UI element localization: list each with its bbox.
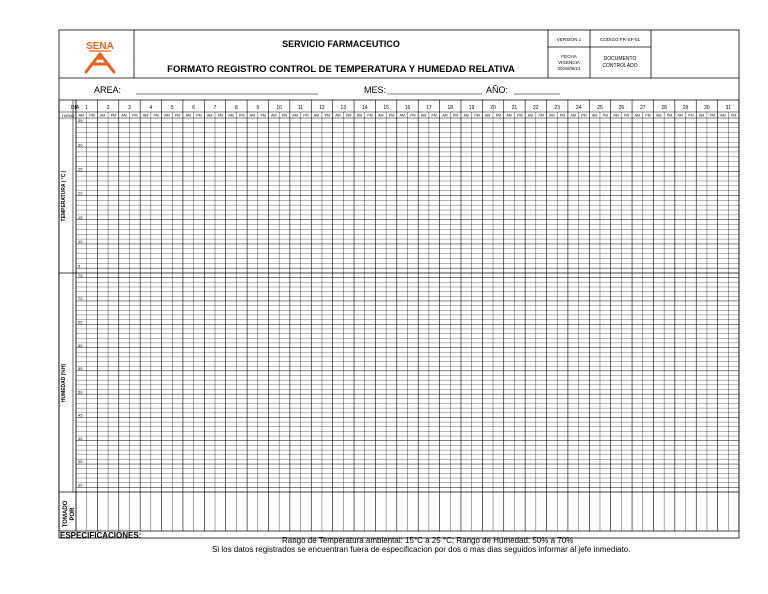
day-number: 6 bbox=[192, 105, 196, 111]
temperature-tick: 30 bbox=[78, 142, 83, 148]
document-label-2: CONTROLADO bbox=[602, 63, 638, 69]
shift-label-cell: AM bbox=[206, 113, 213, 118]
form-title: SERVICIO FARMACEUTICO bbox=[282, 39, 400, 49]
day-number: 13 bbox=[340, 105, 347, 111]
shift-label-cell: AM bbox=[164, 113, 170, 118]
shift-label-cell: PM bbox=[367, 113, 373, 118]
version-label: VERSION 1 bbox=[556, 37, 582, 42]
shift-label-cell: PM bbox=[388, 113, 395, 118]
day-number: 8 bbox=[235, 105, 238, 111]
day-label: DIA bbox=[70, 105, 80, 111]
shift-label-cell: AM bbox=[549, 113, 555, 118]
day-number: 7 bbox=[213, 105, 217, 111]
shift-label-cell: AM bbox=[613, 113, 619, 118]
shift-label-cell: PM bbox=[260, 113, 266, 118]
shift-label-cell: AM bbox=[121, 113, 127, 118]
shift-label-cell: PM bbox=[132, 113, 138, 118]
temperature-tick: 20 bbox=[78, 190, 83, 196]
shift-label-cell: PM bbox=[559, 113, 566, 118]
shift-label-cell: AM bbox=[420, 113, 427, 118]
humidity-tick: 30 bbox=[78, 482, 83, 488]
humidity-tick: 60 bbox=[78, 342, 83, 348]
area-label: AREA: bbox=[94, 85, 122, 95]
shift-label-cell: AM bbox=[463, 113, 470, 118]
shift-label-cell: PM bbox=[89, 113, 95, 118]
shift-label-cell: PM bbox=[196, 113, 202, 118]
shift-label-cell: PM bbox=[345, 113, 352, 118]
shift-label-cell: AM bbox=[698, 113, 705, 118]
day-number: 23 bbox=[554, 105, 560, 111]
day-number: 29 bbox=[682, 105, 689, 111]
shift-label-cell: AM bbox=[570, 113, 576, 118]
taken-by-label-2: POR bbox=[70, 507, 76, 521]
day-number: 15 bbox=[383, 105, 389, 111]
humidity-axis-label: HUMEDAD (%H) bbox=[61, 363, 67, 403]
shift-label-cell: PM bbox=[239, 113, 245, 118]
day-number: 3 bbox=[128, 105, 131, 111]
code-label: CODIGO FR-SF-01 bbox=[599, 37, 641, 42]
shift-label-cell: PM bbox=[174, 113, 181, 118]
day-number: 22 bbox=[533, 105, 539, 111]
day-number: 30 bbox=[704, 105, 710, 111]
day-number: 10 bbox=[276, 105, 282, 111]
shift-label-cell: AM bbox=[100, 113, 106, 118]
shift-label-cell: PM bbox=[410, 113, 416, 118]
shift-label-cell: PM bbox=[730, 113, 737, 118]
shift-label-cell: AM bbox=[677, 113, 683, 118]
shift-label-cell: AM bbox=[720, 113, 726, 118]
record-grid bbox=[59, 100, 739, 531]
shift-label-cell: AM bbox=[335, 113, 341, 118]
shift-label-cell: AM bbox=[185, 113, 191, 118]
day-number: 11 bbox=[297, 105, 304, 111]
day-number: 19 bbox=[468, 105, 475, 111]
shift-label-cell: PM bbox=[581, 113, 587, 118]
shift-label-cell: AM bbox=[656, 113, 662, 118]
form-subtitle: FORMATO REGISTRO CONTROL DE TEMPERATURA Y HUMEDAD RELATIVA bbox=[167, 64, 515, 75]
shift-label-cell: AM bbox=[313, 113, 320, 118]
day-number: 31 bbox=[725, 105, 732, 111]
shift-label-cell: AM bbox=[142, 113, 149, 118]
shift-label-cell: AM bbox=[485, 113, 491, 118]
shift-label-cell: PM bbox=[624, 113, 630, 118]
shift-label-cell: PM bbox=[474, 113, 480, 118]
day-number: 20 bbox=[490, 105, 496, 111]
form-border bbox=[59, 30, 739, 538]
day-number: 2 bbox=[106, 105, 110, 111]
day-number: 12 bbox=[319, 105, 325, 111]
shift-label-cell: PM bbox=[602, 113, 609, 118]
validity-label-2: VIGENCIA bbox=[558, 60, 580, 65]
day-number: 26 bbox=[618, 105, 625, 111]
spec-title: ESPECIFICACIONES: bbox=[60, 531, 142, 540]
shift-label-cell: PM bbox=[709, 113, 715, 118]
shift-label-cell: AM bbox=[527, 113, 534, 118]
validity-label-1: FECHA bbox=[561, 54, 577, 59]
day-number: 1 bbox=[85, 105, 89, 111]
shift-label-cell: AM bbox=[78, 113, 85, 118]
shift-label-cell: PM bbox=[153, 113, 159, 118]
humidity-tick: 45 bbox=[78, 412, 83, 418]
month-label: MES: bbox=[364, 85, 387, 95]
day-number: 17 bbox=[426, 105, 432, 111]
shift-label-cell: PM bbox=[688, 113, 694, 118]
shift-label-cell: AM bbox=[634, 113, 641, 118]
temperature-axis-label: TEMPERATURA ( °C ) bbox=[61, 170, 67, 222]
day-number: 18 bbox=[447, 105, 454, 111]
logo-text: SENA bbox=[86, 41, 114, 52]
shift-label-cell: PM bbox=[324, 113, 330, 118]
humidity-tick: 70 bbox=[78, 296, 83, 302]
humidity-tick: 40 bbox=[78, 435, 83, 441]
shift-label-cell: AM bbox=[591, 113, 598, 118]
day-number: 21 bbox=[511, 105, 518, 111]
day-number: 9 bbox=[256, 105, 260, 111]
day-number: 4 bbox=[149, 105, 153, 111]
shift-label: TURNO bbox=[61, 114, 75, 118]
shift-label-cell: PM bbox=[110, 113, 117, 118]
shift-label-cell: AM bbox=[249, 113, 256, 118]
shift-label-cell: PM bbox=[303, 113, 309, 118]
temperature-tick: 25 bbox=[78, 166, 83, 172]
document-label-1: DOCUMENTO bbox=[603, 56, 637, 62]
taken-by-label-1: TOMADO bbox=[63, 500, 69, 528]
day-number: 24 bbox=[575, 105, 582, 111]
temperature-tick: 5 bbox=[78, 263, 81, 269]
year-label: AÑO: bbox=[486, 85, 509, 95]
shift-label-cell: AM bbox=[271, 113, 277, 118]
temperature-tick: 15 bbox=[78, 214, 83, 220]
temperature-tick: 35 bbox=[78, 118, 83, 124]
shift-label-cell: AM bbox=[228, 113, 234, 118]
shift-label-cell: PM bbox=[645, 113, 651, 118]
shift-label-cell: PM bbox=[538, 113, 544, 118]
day-number: 16 bbox=[404, 105, 411, 111]
shift-label-cell: AM bbox=[506, 113, 512, 118]
shift-label-cell: PM bbox=[517, 113, 523, 118]
humidity-tick: 75 bbox=[78, 272, 83, 278]
sena-logo bbox=[86, 41, 114, 72]
spec-ranges: Rango de Temperatura ambiental: 15°C a 25 °C; Rango de Humedad: 50% a 70% bbox=[282, 536, 574, 545]
shift-label-cell: PM bbox=[495, 113, 502, 118]
spec-note: Si los datos registrados se encuentran fuera de especificacion por dos o mas dias seguidos informar al jefe inmediato. bbox=[212, 545, 631, 554]
day-number: 28 bbox=[661, 105, 667, 111]
shift-label-cell: PM bbox=[666, 113, 673, 118]
humidity-tick: 65 bbox=[78, 319, 83, 325]
humidity-tick: 55 bbox=[78, 366, 83, 372]
day-number: 14 bbox=[361, 105, 368, 111]
shift-label-cell: AM bbox=[292, 113, 298, 118]
validity-date: 2019/08/21 bbox=[557, 66, 581, 71]
temperature-tick: 10 bbox=[78, 239, 83, 245]
shift-label-cell: AM bbox=[378, 113, 384, 118]
shift-label-cell: PM bbox=[281, 113, 288, 118]
day-number: 27 bbox=[639, 105, 646, 111]
day-number: 25 bbox=[597, 105, 603, 111]
shift-label-cell: AM bbox=[442, 113, 448, 118]
day-number: 5 bbox=[170, 105, 174, 111]
shift-label-cell: PM bbox=[217, 113, 224, 118]
humidity-tick: 35 bbox=[78, 459, 83, 465]
shift-label-cell: PM bbox=[452, 113, 459, 118]
shift-label-cell: AM bbox=[356, 113, 363, 118]
shift-label-cell: PM bbox=[431, 113, 437, 118]
shift-label-cell: AM bbox=[399, 113, 405, 118]
humidity-tick: 50 bbox=[78, 389, 83, 395]
